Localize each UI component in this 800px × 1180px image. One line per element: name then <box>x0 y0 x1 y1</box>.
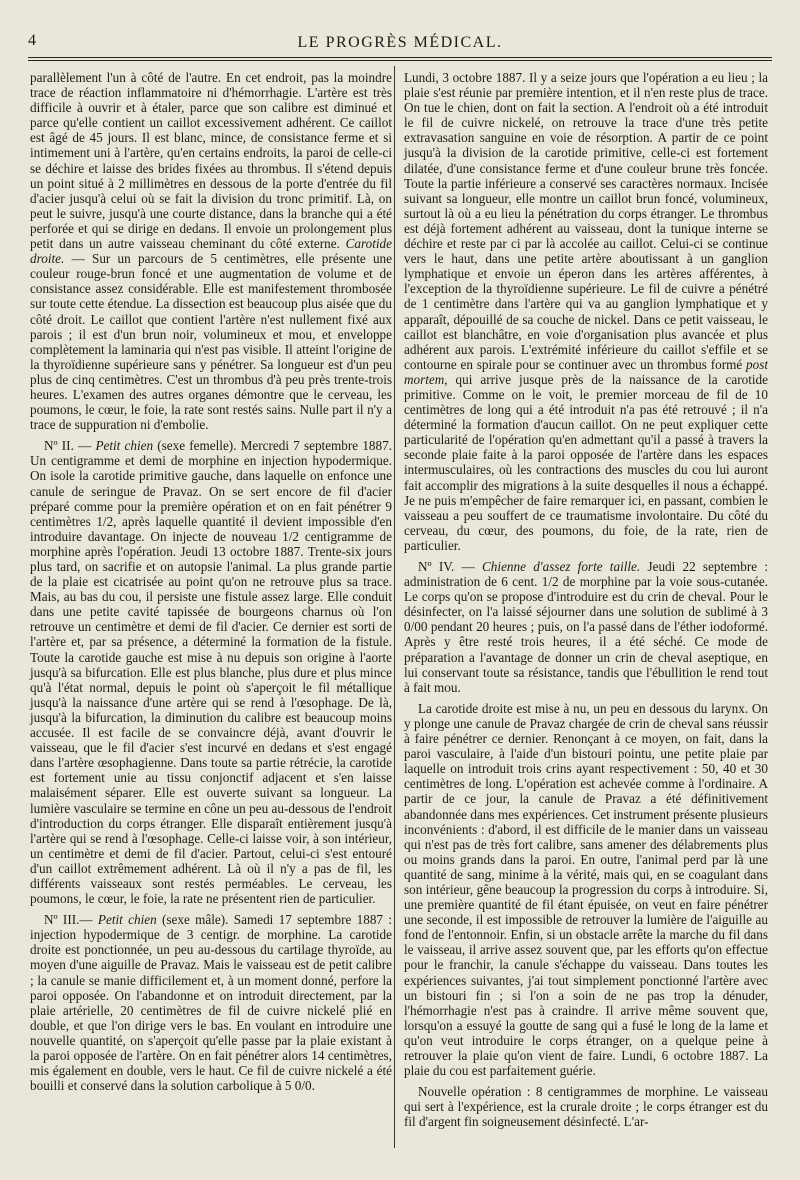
paragraph: Nouvelle opération : 8 centigrammes de morphine. Le vaisseau qui sert à l'expérience, est la crurale droite ; le corps étranger est du fil d'argent fin soigneusement désinfecté. L'ar- <box>404 1084 768 1130</box>
paragraph: Lundi, 3 octobre 1887. Il y a seize jours que l'opération a eu lieu ; la plaie s'est réunie par première intention, et il n'en reste plus de trace. On tue le chien, dont on fait la section. A l'endroit où a été introduit le fil de cuivre nickelé, on retrouve la trace d'une très petite extravasation sanguine en voie de résorption. A partir de ce point jusqu'à la division de la carotide primitive, celle-ci est fortement dilatée, d'une consistance ferme et d'une couleur brune très foncée. Toute la partie inférieure a conservé ses caractères normaux. Incisée suivant sa longueur, elle montre un caillot brun foncé, volumineux, surtout là où a eu lieu la pénétration du corps étranger. Le thrombus est déjà fortement adhérent au vaisseau, dont la tunique interne se déchire et reste par ci par là accolée au caillot. Celui-ci se continue vers le haut, dans une petite artère aboutissant à un ganglion lymphatique et envoie un éperon dans les artères afférentes, à l'exception de la thyroïdienne supérieure. Le fil de cuivre a pénétré de 1 centimètre dans l'artère qui va au ganglion lymphatique et y apparaît, dépouillé de sa couche de nickel. Dans ce petit vaisseau, le caillot est blanchâtre, en voie d'organisation plus avancée et plus adhérent aux parois. L'extrémité inférieure du caillot s'effile et se contourne en spirale pour se continuer avec un thrombus formé post mortem, qui arrive jusque près de la naissance de la carotide primitive. Comme on le voit, le premier morceau de fil de 10 centimètres de long qui a été introduit n'a pas été retrouvé ; il n'a déterminé la formation d'aucun caillot. On ne peut expliquer cette particularité de l'opération qu'en admettant qu'il a passé à travers la seconde plaie faite à la paroi opposée de l'artère dans les espaces intermusculaires, où les contractions des muscles du cou lui auront fait accomplir des migrations à la suite desquelles il nous a échappé. Je ne puis m'empêcher de faire remarquer ici, en passant, combien le vaisseau a peu souffert de ce traumatisme involontaire. Du côté du cerveau, du cœur, des poumons, du foie, de la rate, rien de particulier. <box>404 70 769 553</box>
header-rule-double <box>28 60 772 61</box>
right-column <box>404 70 768 1129</box>
page-number: 4 <box>28 32 36 49</box>
header-rule <box>28 57 772 58</box>
case-paragraph-iii: Nº III.— Petit chien (sexe mâle). Samedi 17 septembre 1887 : injection hypodermique de 3 centigr. de morphine. La carotide droite est ponctionnée, un peu au-dessous du cartilage thyroïde, au moyen d'une aiguille de Pravaz. Mais le vaisseau est de petit calibre ; la canule se manie difficilement et, à un moment donné, perfore la paroi opposée. On l'abandonne et on introduit directement, par la plaie artérielle, 20 centimètres de fil de cuivre nickelé plié en double, et que l'on dirige vers le bas. En voulant en introduire une nouvelle quantité, on s'aperçoit qu'elle passe par la plaie existant à la paroi opposée de l'artère. On en fait pénétrer alors 14 centimètres, mis également en double, vers le haut. Ce fil de cuivre nickelé a été bouilli et conservé dans la solution carbolique à 5 0/0. <box>30 912 392 1094</box>
paragraph: La carotide droite est mise à nu, un peu en dessous du larynx. On y plonge une canule de Pravaz chargée de crin de cheval sans réussir à faire pénétrer ce dernier. Renonçant à ce moyen, on fait, dans la paroi vasculaire, à l'aide d'un bistouri pointu, une petite plaie par laquelle on introduit trois crins ayant respectivement : 50, 40 et 30 centimètres de long. L'opération est achevée comme à l'ordinaire. A partir de ce jour, la canule de Pravaz a été définitivement abandonnée dans mes expériences. Cet instrument présente plusieurs inconvénients : d'abord, il est difficile de le manier dans un vaisseau qui n'est pas de très fort calibre, sans amener des délabrements plus ou moins grands dans la paroi. En outre, l'animal perd par là une quantité de sang, minime à la vérité, mais qui, en se coagulant dans son intérieur, gêne beaucoup la progression du corps à introduire. Si, une première quantité de fil étant épuisée, on veut en faire pénétrer une seconde, il est impossible de retrouver la lumière de l'aiguille au fond de l'entonnoir. Enfin, si un obstacle arrête la marche du fil dans le vaisseau, il arrive assez souvent que, par les efforts qu'on effectue pour le franchir, la canule s'échappe du vaisseau. Dans toutes les expériences suivantes, j'ai tout simplement ponctionné l'artère avec un bistouri fin ; si l'on a soin de ne pas trop la dénuder, l'hémorrhagie n'est pas à craindre. Il arrive même souvent que, lorsqu'on a essuyé la goutte de sang qui a fusé le long de la lame et qu'on veut introduire le corps étranger, on a quelque peine à retrouver la plaie qu'on vient de faire. Lundi, 6 octobre 1887. La plaie du cou est parfaitement guérie. <box>404 700 768 1079</box>
page-header <box>28 30 772 54</box>
left-column <box>30 70 392 1093</box>
column-divider <box>394 66 395 1148</box>
running-title: LE PROGRÈS MÉDICAL. <box>297 34 503 51</box>
case-paragraph-ii: Nº II. — Petit chien (sexe femelle). Mercredi 7 septembre 1887. Un centigramme et demi de morphine en injection hypodermique. On isole la carotide primitive gauche, dans laquelle on enfonce une canule de seringue de Pravaz. On se sert encore de fil d'acier préparé comme pour la première opération et on en fait pénétrer 9 centimètres 1/2, après laquelle quantité il devient impossible d'en introduire davantage. On injecte de nouveau 1/2 centigramme de morphine après l'opération. Jeudi 13 octobre 1887. Trente-six jours plus tard, on sacrifie et on autopsie l'animal. La plus grande partie de la plaie est cicatrisée au point qu'on ne retrouve plus sa trace. Mais, au bas du cou, il persiste une fistule assez large. Elle conduit dans une petite cavité tapissée de bourgeons charnus où l'on retrouve un centimètre et demi de fil d'acier. Ce dernier est sorti de l'artère et, par sa présence, a déterminé la formation de la fistule. Toute la carotide gauche est mise à nu depuis son origine à l'aorte jusqu'à sa bifurcation. Elle est plus blanche, plus dure et plus mince qu'à l'état normal, depuis le point où s'aperçoit le fil métallique jusqu'à la naissance d'une artère qui se rend à l'œsophage. De là, jusqu'à la bifurcation, la diminution du calibre est beaucoup moins accusée. Il est facile de se convaincre déjà, avant d'ouvrir le vaisseau, que le fil d'acier s'est incurvé en dedans et s'est engagé dans l'artère œsophagienne. Dans toute sa partie rétrécie, la carotide est fortement unie au tissu conjonctif adjacent et s'en laisse malaisément séparer. Elle est ouverte suivant sa longueur. La lumière vasculaire se termine en cône un peu au-dessous de l'endroit d'introduction du corps étranger. Elle disparaît entièrement jusqu'à l'artère qui se rend à l'œsophage. Celle-ci laisse voir, à son intérieur, un centimètre et demi de fil d'acier. Partout, celui-ci s'est entouré d'un caillot extrêmement adhérent. Là où il n'y a pas de fil, les différents vaisseaux sont restés perméables. Le cerveau, les poumons, le cœur, le foie, la rate ne présentent rien de particulier. <box>30 438 392 907</box>
paragraph: parallèlement l'un à côté de l'autre. En cet endroit, pas la moindre trace de réaction inflammatoire ni d'hémorrhagie. L'artère est très difficile à ouvrir et à étaler, parce que son calibre est diminué et parce qu'elle contient un caillot excessivement adhérent. Ce caillot est âgé de 45 jours. Il est blanc, mince, de consistance ferme et si intimement uni à l'artère, qu'en certains endroits, la paroi de celle-ci se déchire et laisse des brides fixées au thrombus. Il s'étend depuis un point situé à 2 millimètres en dessous de la porte d'entrée du fil d'acier jusqu'à celui où se fait la division du tronc primitif. Là, on peut le suivre, jusqu'à une courte distance, dans la branche qui a été perforée et qui se dirige en dedans. Il envoie un prolongement plus petit dans un autre vaisseau cheminant du côté externe. Carotide droite. — Sur un parcours de 5 centimètres, elle présente une couleur rouge-brun foncé et une augmentation de volume et de consistance assez considérable. Elle est manifestement thrombosée sur toute cette étendue. La dissection est beaucoup plus aisée que du côté droit. Le caillot que contient l'artère n'est nullement fixé aux parois ; il est d'un brun noir, volumineux et mou, et enveloppe complètement la laminaria qui n'est pas visible. Il atteint l'origine de la thyroïdienne supérieure sans y pénétrer. Sa longueur est d'un peu plus de cinq centimètres. C'est un thrombus d'à peu près trente-trois heures. L'examen des autres organes démontre que le cerveau, les poumons, le cœur, le foie, la rate sont restés sains. Nulle part il n'y a trace de suppuration ni d'embolie. <box>30 70 392 433</box>
case-paragraph-iv: Nº IV. — Chienne d'assez forte taille. Jeudi 22 septembre : administration de 6 cent. 1/2 de morphine par la voie sous-cutanée. Le corps qu'on se propose d'introduire est du crin de cheval. Pour le désinfecter, on l'a laissé séjourner dans une solution de sublimé à 3 0/00 pendant 20 heures ; puis, on l'a passé dans de l'éther iodoformé. Après y être resté trois heures, il a été séché. Ce mode de préparation a l'avantage de donner un crin de cheval aseptique, en lui conservant toute sa résistance, tandis que l'ébullition le rend tout à fait mou. <box>404 559 769 695</box>
